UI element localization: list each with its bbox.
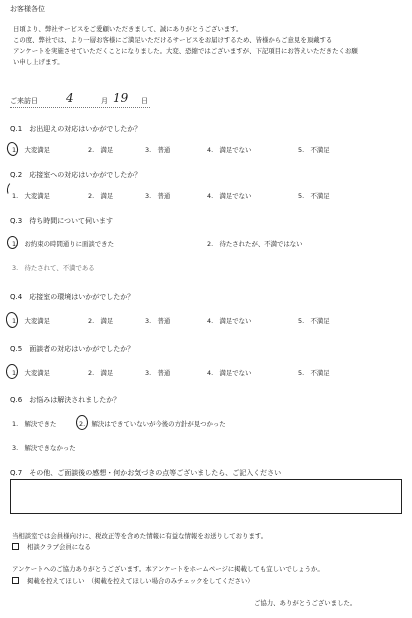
q4-selection-circle (5, 311, 19, 329)
q4-option-1[interactable]: 1. 大変満足 (12, 317, 51, 325)
visit-month-unit: 月 (101, 97, 108, 105)
q1-option-5[interactable]: 5. 不満足 (298, 146, 330, 154)
publish-note: アンケートへのご協力ありがとうございます。本アンケートをホームページに掲載しても宜しいでしょうか。 (12, 565, 324, 573)
q4-option-2[interactable]: 2. 満足 (88, 317, 114, 325)
q1-option-1[interactable]: 1. 大変満足 (12, 146, 51, 154)
q1-selection-circle (6, 141, 20, 157)
q3-option-3[interactable]: 3. 待たされて、不満である (12, 264, 95, 272)
q5-option-1[interactable]: 1. 大変満足 (12, 369, 51, 377)
q5-option-2[interactable]: 2. 満足 (88, 369, 114, 377)
q4-question: Q.4 応接室の環境はいかがでしたか？ (10, 293, 135, 301)
q6-selection-circle (76, 415, 88, 430)
intro-line-2: この度、弊社では、より一層お客様にご満足いただけるサービスをお届けするため、皆様からご意見を頂戴する (13, 36, 333, 44)
club-note: 当相談室では会員様向けに、税改正等を含めた情報に有益な情報をお送りしております。 (12, 532, 268, 540)
q6-option-3[interactable]: 3. 解決できなかった (12, 444, 76, 452)
q1-option-2[interactable]: 2. 満足 (88, 146, 114, 154)
visit-date-label: ご来訪日 (10, 97, 38, 105)
q2-option-3[interactable]: 3. 普通 (145, 192, 171, 200)
q4-option-3[interactable]: 3. 普通 (145, 317, 171, 325)
intro-line-3: アンケートを実施させていただくことになりました。大変、恐縮ではございますが、下記項目にお答えいただきたくお願 (13, 47, 358, 55)
q4-option-4[interactable]: 4. 満足でない (207, 317, 252, 325)
q2-option-1[interactable]: 1. 大変満足 (12, 192, 51, 200)
visit-date-underline (10, 107, 150, 108)
publish-checkbox[interactable] (12, 577, 19, 584)
q1-option-4[interactable]: 4. 満足でない (207, 146, 252, 154)
q6-question: Q.6 お悩みは解決されましたか？ (10, 396, 121, 404)
q2-option-5[interactable]: 5. 不満足 (298, 192, 330, 200)
q3-question: Q.3 待ち時間について伺います (10, 217, 114, 225)
q5-question: Q.5 面談者の対応はいかがでしたか？ (10, 345, 135, 353)
visit-month-value: 4 (66, 91, 74, 105)
q1-option-3[interactable]: 3. 普通 (145, 146, 171, 154)
q2-option-4[interactable]: 4. 満足でない (207, 192, 252, 200)
q5-option-5[interactable]: 5. 不満足 (298, 369, 330, 377)
q4-option-5[interactable]: 5. 不満足 (298, 317, 330, 325)
q1-question: Q.1 お出迎えの対応はいかがでしたか？ (10, 125, 142, 133)
q6-option-1[interactable]: 1. 解決できた (12, 420, 57, 428)
q7-question: Q.7 その他、ご面談後の感想・何かお気づきの点等ございましたら、ご記入ください (10, 469, 282, 477)
q3-option-2[interactable]: 2. 待たされたが、不満ではない (207, 240, 303, 248)
q2-question: Q.2 応接室への対応はいかがでしたか？ (10, 171, 142, 179)
q3-option-1[interactable]: 1. お約束の時間通りに面談できた (12, 240, 114, 248)
q5-selection-circle (6, 364, 18, 379)
club-checkbox-label: 相談クラブ会員になる (27, 543, 91, 551)
q6-option-2[interactable]: 2. 解決はできていないが今後の方針が見つかった (79, 420, 226, 428)
q5-option-4[interactable]: 4. 満足でない (207, 369, 252, 377)
q3-selection-circle (7, 236, 18, 249)
publish-checkbox-label: 掲載を控えてほしい （掲載を控えてほしい場合のみチェックをしてください） (27, 577, 254, 585)
intro-line-4: い申し上げます。 (13, 58, 64, 66)
intro-line-1: 日頃より、弊社サービスをご愛顧いただきまして、誠にありがとうございます。 (13, 25, 243, 33)
visit-day-value: 19 (113, 91, 129, 105)
visit-day-unit: 日 (141, 97, 148, 105)
closing-message: ご協力、ありがとうございました。 (254, 599, 357, 607)
salutation: お客様各位 (10, 5, 45, 13)
q2-option-2[interactable]: 2. 満足 (88, 192, 114, 200)
comment-textarea[interactable] (10, 479, 402, 514)
q5-option-3[interactable]: 3. 普通 (145, 369, 171, 377)
club-checkbox[interactable] (12, 543, 19, 550)
